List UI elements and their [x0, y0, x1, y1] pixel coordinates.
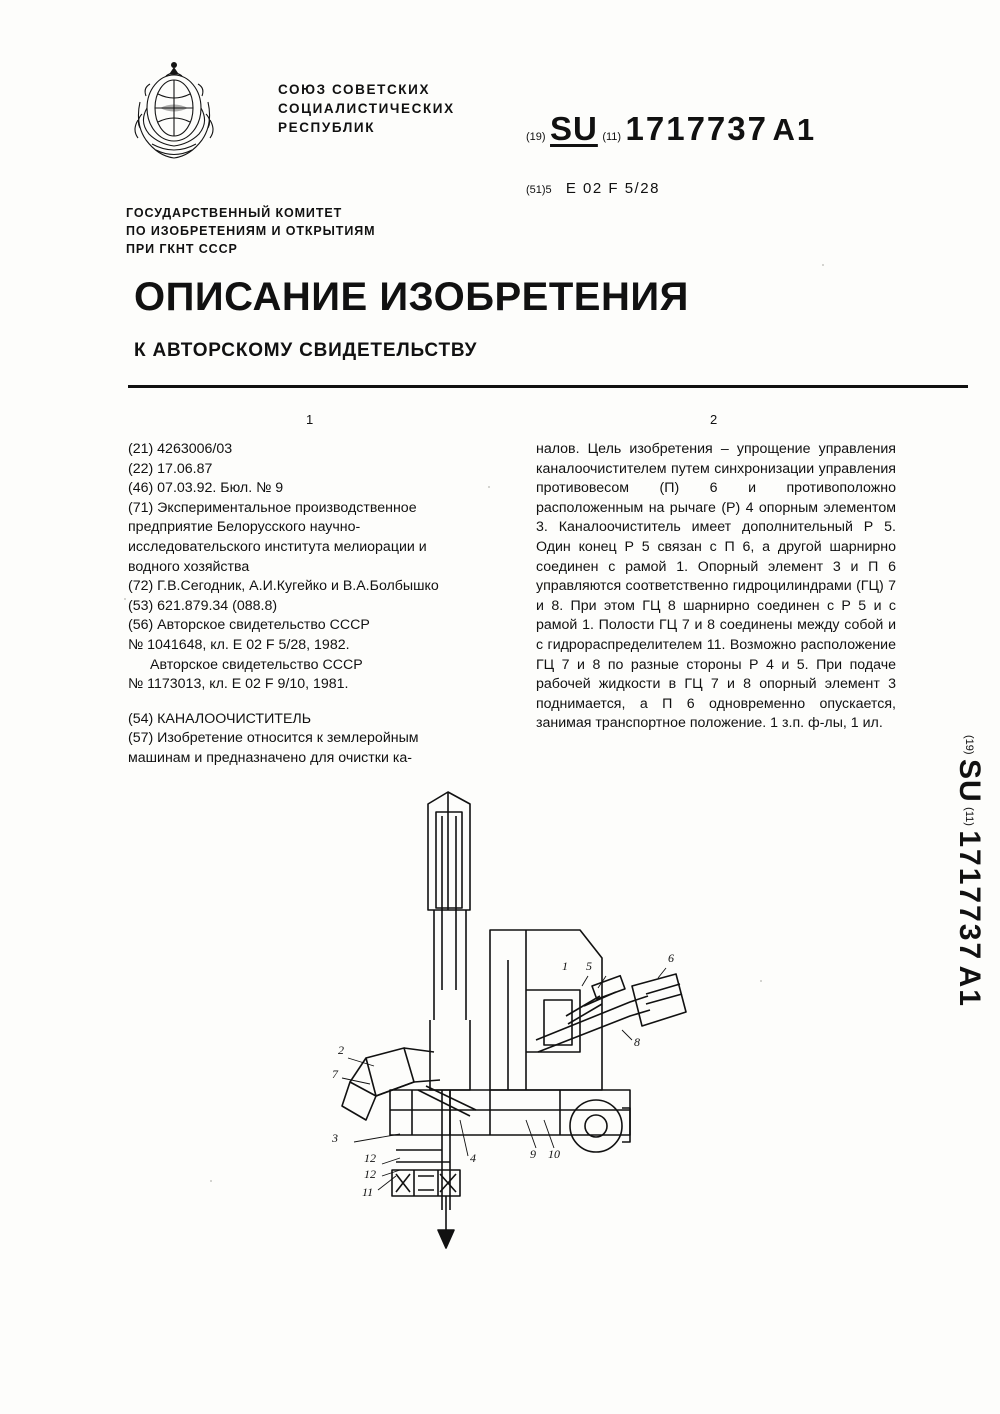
- callout-12a: 12: [364, 1151, 376, 1165]
- callout-5: 5: [586, 959, 592, 973]
- republic-line-1: СОЮЗ СОВЕТСКИХ: [278, 82, 431, 97]
- field-46: (46) 07.03.92. Бюл. № 9: [128, 480, 284, 497]
- patent-number: 1717737: [625, 110, 768, 147]
- republic-heading: [278, 80, 455, 137]
- committee-line-3: ПРИ ГКНТ СССР: [126, 242, 238, 256]
- column-number-left: 1: [306, 412, 314, 427]
- field-57-start: (57) Изобретение относится к землеройным машинам и предназначено для очистки ка-: [128, 730, 419, 766]
- field-72: (72) Г.В.Сегодник, А.И.Кугейко и В.А.Болбышко: [128, 578, 439, 595]
- inid-11: (11): [602, 131, 622, 143]
- page-subtitle: К АВТОРСКОМУ СВИДЕТЕЛЬСТВУ: [134, 340, 478, 361]
- side-country-code: SU: [953, 759, 986, 803]
- committee-line-1: ГОСУДАРСТВЕННЫЙ КОМИТЕТ: [126, 206, 343, 220]
- field-56-line-4: № 1173013, кл. Е 02 F 9/10, 1981.: [128, 676, 349, 693]
- side-kind-code: A1: [953, 965, 986, 1008]
- scan-speck: [488, 486, 490, 488]
- callout-11: 11: [362, 1185, 374, 1199]
- kind-code: A1: [772, 112, 817, 147]
- inid-51: (51)5: [526, 184, 552, 196]
- callout-7: 7: [332, 1067, 338, 1081]
- abstract-text: налов. Цель изобретения – упрощение управления каналоочистителем путем синхронизации управления противовесом (П) 6 и противоположно расположенным на рычаге (Р) 4 опорным элементом 3. Каналоочиститель имеет дополнительный Р 5. Один конец Р 5 связан с П 6, а другой шарнирно соединен с рамой 1. Опорный элемент 3 и П 6 управляются соответственно гидроцилиндрами (ГЦ) 7 и 8. При этом ГЦ 8 шарнирно соединен с Р 5 и с рамой 1. Полости ГЦ 7 и 8 соединены между собой и с гидрораспределителем 11. Возможно расположение ГЦ 7 и 8 по разные стороны Р 4 и 5. При подаче рабочей жидкости в ГЦ 7 и 8 опорный элемент 3 поднимается, а П 6 одновременно опускается, занимая транспортное положение. 1 з.п. ф-лы, 1 ил.: [536, 441, 896, 732]
- scan-speck: [822, 264, 824, 266]
- committee-block: [126, 204, 375, 258]
- field-71: (71) Экспериментальное производственное предприятие Белорусского научно-исследовательского института мелиорации и водного хозяйства: [128, 499, 427, 575]
- callout-2: 2: [338, 1043, 344, 1057]
- field-56-line-2: № 1041648, кл. Е 02 F 5/28, 1982.: [128, 636, 350, 653]
- field-22: (22) 17.06.87: [128, 460, 213, 477]
- field-56-line-3: Авторское свидетельство СССР: [150, 656, 363, 673]
- document-header: [126, 52, 886, 256]
- republic-line-3: РЕСПУБЛИК: [278, 120, 376, 135]
- page-title: ОПИСАНИЕ ИЗОБРЕТЕНИЯ: [134, 275, 689, 319]
- scan-speck: [124, 598, 126, 600]
- callout-1: 1: [562, 959, 568, 973]
- field-21: (21) 4263006/03: [128, 441, 233, 457]
- scan-speck: [210, 1180, 212, 1182]
- field-53: (53) 621.879.34 (088.8): [128, 597, 278, 614]
- side-patent-identifier: [930, 735, 986, 1155]
- inid-19: (19): [526, 131, 546, 143]
- abstract-column: [536, 440, 896, 734]
- side-inid-11: (11): [963, 807, 975, 826]
- scan-speck: [760, 980, 762, 982]
- side-patent-number: 1717737: [953, 830, 986, 962]
- country-code: SU: [550, 110, 598, 147]
- callout-12b: 12: [364, 1167, 376, 1181]
- callout-6: 6: [668, 951, 674, 965]
- patent-identifier: [526, 110, 886, 148]
- republic-line-2: СОЦИАЛИСТИЧЕСКИХ: [278, 101, 455, 116]
- field-56-line-1: (56) Авторское свидетельство СССР: [128, 617, 370, 634]
- callout-10: 10: [548, 1147, 560, 1161]
- callout-9: 9: [530, 1147, 536, 1161]
- bibliographic-column: [128, 440, 480, 769]
- committee-line-2: ПО ИЗОБРЕТЕНИЯМ И ОТКРЫТИЯМ: [126, 224, 376, 238]
- ipc-classification: [526, 180, 660, 197]
- side-inid-19: (19): [963, 735, 975, 755]
- column-number-right: 2: [710, 412, 718, 427]
- callout-8: 8: [634, 1035, 640, 1049]
- coat-of-arms-icon: [126, 56, 222, 162]
- ipc-code: E 02 F 5/28: [565, 180, 660, 197]
- header-divider: [128, 385, 968, 388]
- figure-drawing: [330, 790, 750, 1290]
- callout-3: 3: [332, 1131, 338, 1145]
- field-54-title: (54) КАНАЛООЧИСТИТЕЛЬ: [128, 710, 312, 727]
- callout-4: 4: [470, 1151, 476, 1165]
